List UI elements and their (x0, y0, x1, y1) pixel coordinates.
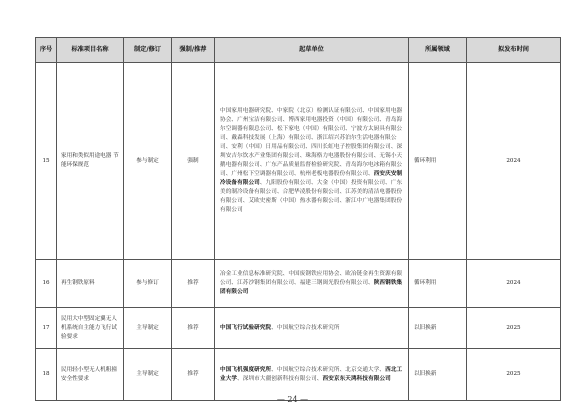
table-row (36, 63, 561, 260)
table-body (36, 63, 561, 401)
release-year: 2024 (467, 260, 561, 308)
standard-name: 民用大中型固定翼无人机系统自主能力飞行试验要求 (57, 308, 124, 349)
domain: 以旧换新 (409, 308, 467, 349)
mandatory-type: 推荐 (172, 308, 215, 349)
domain: 以旧换新 (409, 349, 467, 401)
table-row (36, 349, 561, 401)
mandatory-type: 推荐 (172, 349, 215, 401)
drafting-unit-text: 、深圳市大疆创新科技有限公司、 (237, 375, 323, 382)
drafting-units (215, 349, 409, 401)
row-number: 15 (36, 63, 57, 260)
standard-name: 再生钢铁原料 (57, 260, 124, 308)
drafting-unit-highlighted: 西北工业大学 (220, 366, 403, 382)
drafting-unit-highlighted: 西安庆安制冷设备有限公司 (220, 171, 403, 186)
release-year: 2025 (467, 308, 561, 349)
drafting-units (215, 308, 409, 349)
mandatory-type: 强制 (172, 63, 215, 260)
table-header (36, 38, 561, 63)
header-cell-name: 标准项目名称 (57, 38, 124, 63)
drafting-units (215, 260, 409, 308)
standard-name: 民用轻小型无人机粗撞安全性要求 (57, 349, 124, 401)
header-cell-number: 序号 (36, 38, 57, 63)
header-row (36, 38, 561, 63)
release-year: 2025 (467, 349, 561, 401)
header-cell-year: 拟发布时间 (467, 38, 561, 63)
table-row (36, 260, 561, 308)
revision-type: 参与修订 (124, 260, 172, 308)
row-number: 18 (36, 349, 57, 401)
drafting-unit-text: 冶金工业信息标准研究院、中国废钢铁应用协会、欧冶链金再生资源有限公司、江苏沙钢集团有限公司、福建三钢闽光股份有限公司、 (220, 271, 403, 286)
drafting-unit-text: 、中国航空综合技术研究所、北京交通大学、 (271, 366, 386, 373)
drafting-unit-text: 、中国航空综合技术研究所 (271, 324, 340, 331)
drafting-unit-highlighted: 西安京东天鸿科技有限公司 (322, 375, 391, 382)
release-year: 2024 (467, 63, 561, 260)
mandatory-type: 推荐 (172, 260, 215, 308)
domain: 循环利用 (409, 260, 467, 308)
row-number: 17 (36, 308, 57, 349)
header-cell-domain: 所属领域 (409, 38, 467, 63)
standards-table (35, 37, 561, 401)
page-number: — 24 — (276, 395, 309, 404)
header-cell-units: 起草单位 (215, 38, 409, 63)
revision-type: 参与制定 (124, 63, 172, 260)
drafting-unit-text: 中国家用电器研究院、中家院（北京）检测认证有限公司、中国家用电器协会、广州宝洁有限公司、博西家用电器投资（中国）有限公司、青岛海尔空调器有限总公司、松下家电（中国）有限公司、宁波方太厨具有限公司、戴森科技发展（上海）有限公司、浙江绍兴苏泊尔生活电器有限公司、安利（中国）日用品有限公司、四川长虹电子控股集团有限公司、深圳安吉尔饮水产业集团有限公司、珠海格力电器股份有限公司、无锡小天鹅电器有限公司、广东产品质量监督检验研究院、青岛海尔电冰箱有限公司、广州松下空调器有限公司、杭州老板电器股份有限公司、 (220, 108, 403, 177)
header-cell-nature: 强制/推荐 (172, 38, 215, 63)
drafting-unit-highlighted: 中国飞机强度研究所 (220, 366, 272, 373)
revision-type: 主导制定 (124, 308, 172, 349)
revision-type: 主导制定 (124, 349, 172, 401)
standard-name: 家用和类似用途电器 节能环保规范 (57, 63, 124, 260)
drafting-unit-highlighted: 陕西钢铁集团有限公司 (220, 280, 403, 295)
drafting-units (215, 63, 409, 260)
header-cell-type: 制定/修订 (124, 38, 172, 63)
domain: 循环利用 (409, 63, 467, 260)
drafting-unit-highlighted: 中国飞行试验研究院 (220, 324, 272, 331)
drafting-unit-text: 、九阳股份有限公司、大金（中国）投资有限公司、广东美的制冷设备有限公司、合肥华凌股份有限公司、江苏美的清洁电器股份有限公司、艾欧史密斯（中国）热水器有限公司、浙江中广电器集团股份有限公司 (220, 180, 403, 213)
row-number: 16 (36, 260, 57, 308)
table-row (36, 308, 561, 349)
